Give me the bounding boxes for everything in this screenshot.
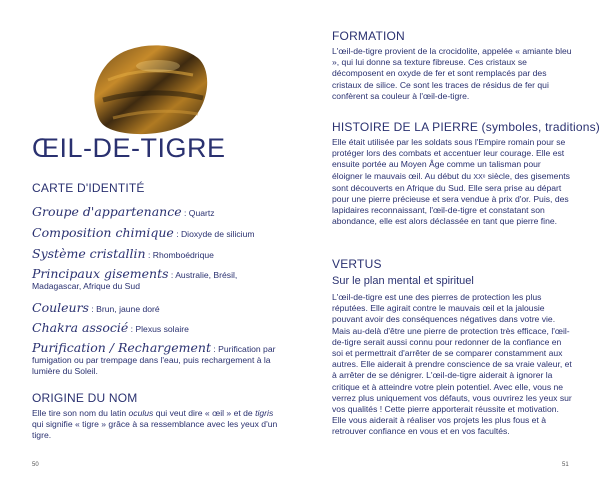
id-row-system (32, 248, 277, 261)
id-label: Couleurs (32, 300, 89, 315)
id-label: Chakra associé (32, 320, 129, 335)
id-value: : Plexus solaire (128, 324, 189, 334)
id-row-chakra (32, 322, 277, 335)
page-number-left: 50 (32, 462, 39, 468)
origin-heading: ORIGINE DU NOM (32, 391, 138, 405)
origin-paragraph: Elle tire son nom du latin oculus qui veut dire « œil » et de tigris qui signifie « tigre » grâce à sa ressemblance avec les yeux d'un tigre. (32, 408, 278, 441)
century-numeral: XXᵉ (473, 173, 486, 181)
id-label: Système cristallin (32, 246, 146, 261)
id-label: Principaux gisements (32, 266, 169, 281)
id-label: Purification / Rechargement (32, 340, 211, 355)
id-row-group (32, 206, 277, 219)
formation-heading: FORMATION (332, 29, 405, 43)
mental-subheading: Sur le plan mental et spirituel (332, 275, 474, 287)
id-row-purification (32, 342, 277, 377)
id-value: : Purification par fumigation ou par trempage dans l'eau, puis rechargement à la lumière du Soleil. (32, 344, 276, 376)
id-value: : Quartz (181, 208, 215, 218)
formation-paragraph: L'œil-de-tigre provient de la crocidolite, appelée « amiante bleu », qui lui donne sa texture fibreuse. Ces cristaux se décomposent en oxyde de fer et sont remplacés par des cristaux de silice. Ce sont les traces de résidus de fer qui confèrent sa couleur à l'œil-de-tigre. (332, 46, 572, 101)
latin-oculus: oculus (128, 408, 154, 418)
id-card-heading: CARTE D'IDENTITÉ (32, 181, 145, 195)
id-label: Composition chimique (32, 225, 174, 240)
history-paragraph: Elle était utilisée par les soldats sous l'Empire romain pour se protéger lors des combats et accentuer leur courage. Elle est ensuite portée au Moyen Âge comme un talisman pour éloigner le mauvais œil. Au début du XXᵉ siècle, des gisements sont découverts en Afrique du Sud. Elle sera prise au départ pour une pierre précieuse et sera vendue à prix d'or. Puis, des lapidaires reconnaissant, l'œil-de-tigre et constatant son abondance, elle est alors déclassée en tant que pierre fine. (332, 137, 570, 227)
id-value: : Australie, Brésil, Madagascar, Afrique du Sud (32, 270, 238, 291)
id-value: : Rhomboédrique (145, 250, 214, 260)
history-heading: HISTOIRE DE LA PIERRE (symboles, traditions) (332, 120, 600, 134)
tiger-eye-stone-image (88, 40, 212, 138)
page-title: ŒIL-DE-TIGRE (32, 133, 226, 163)
id-value: : Dioxyde de silicium (173, 229, 255, 239)
latin-tigris: tigris (255, 408, 274, 418)
id-row-composition (32, 227, 277, 240)
right-page (300, 0, 600, 486)
id-row-colors (32, 302, 277, 315)
id-row-deposits (32, 268, 277, 292)
mental-paragraph: L'œil-de-tigre est une des pierres de protection les plus réputées. Elle agirait contre le mauvais œil et la jalousie pouvant avoir des conséquences négatives dans votre vie. Mais au-delà d'être une pierre de protection très efficace, l'œil-de-tigre serait aussi connu pour redonner de la confiance en soi et permettrait d'arrêter de se comparer constamment aux autres. Elle aiderait à prendre conscience de sa vraie valeur, et à arrêter de se dénigrer. L'œil-de-tigre aiderait à ignorer la critique et à atteindre votre plein potentiel. Avec elle, vous ne verrez plus uniquement vos défauts, vous ouvrirez les yeux sur vos qualités ! Cette pierre apporterait réussite et motivation. Elle vous aiderait à réaliser vos projets les plus fous et à retrouver confiance en vous et en vos facultés. (332, 292, 572, 437)
page-number-right: 51 (562, 462, 569, 468)
id-label: Groupe d'appartenance (32, 204, 182, 219)
virtues-heading: VERTUS (332, 257, 382, 271)
id-value: : Brun, jaune doré (88, 304, 160, 314)
